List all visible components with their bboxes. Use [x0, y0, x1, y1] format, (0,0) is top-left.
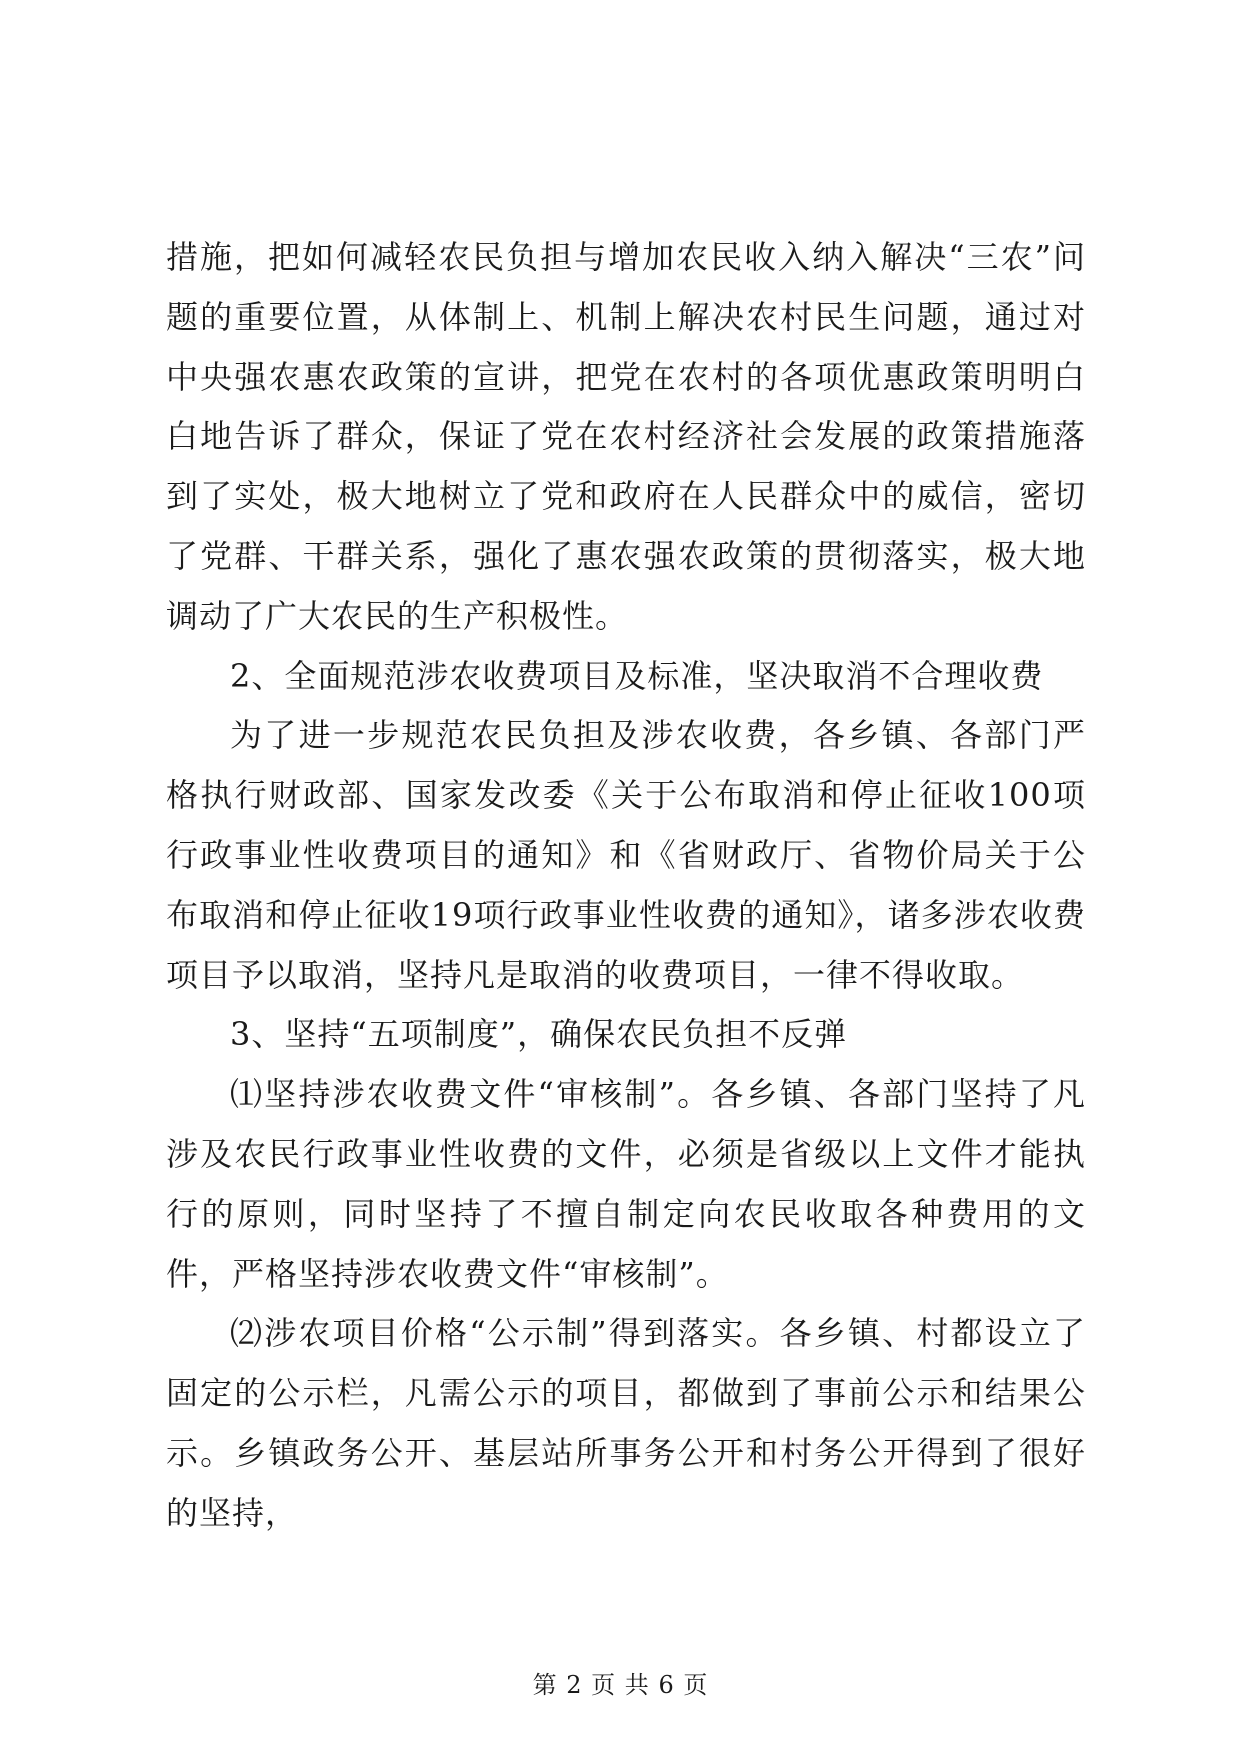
document-body [166, 228, 1086, 1544]
paragraph-publicity-system: ⑵涉农项目价格“公示制”得到落实。各乡镇、村都设立了固定的公示栏，凡需公示的项目，都做到了事前公示和结果公示。乡镇政务公开、基层站所事务公开和村务公开得到了很好的坚持， [166, 1314, 1086, 1532]
paragraph-fee-regulation: 为了进一步规范农民负担及涉农收费，各乡镇、各部门严格执行财政部、国家发改委《关于公布取消和停止征收100项行政事业性收费项目的通知》和《省财政厅、省物价局关于公布取消和停止征收19项行政事业性收费的通知》，诸多涉农收费项目予以取消，坚持凡是取消的收费项目，一律不得收取。 [166, 716, 1086, 994]
section-heading-3: 3、坚持“五项制度”，确保农民负担不反弹 [230, 1015, 848, 1054]
paragraph-measures-continued: 措施，把如何减轻农民负担与增加农民收入纳入解决“三农”问题的重要位置，从体制上、机制上解决农村民生问题，通过对中央强农惠农政策的宣讲，把党在农村的各项优惠政策明明白白地告诉了群众，保证了党在农村经济社会发展的政策措施落到了实处，极大地树立了党和政府在人民群众中的威信，密切了党群、干群关系，强化了惠农强农政策的贯彻落实，极大地调动了广大农民的生产积极性。 [166, 238, 1086, 635]
page-footer: 第 2 页 共 6 页 [532, 1671, 709, 1699]
paragraph-review-system: ⑴坚持涉农收费文件“审核制”。各乡镇、各部门坚持了凡涉及农民行政事业性收费的文件，必须是省级以上文件才能执行的原则，同时坚持了不擅自制定向农民收取各种费用的文件，严格坚持涉农收费文件“审核制”。 [166, 1075, 1086, 1293]
section-heading-2: 2、全面规范涉农收费项目及标准，坚决取消不合理收费 [230, 656, 1044, 695]
